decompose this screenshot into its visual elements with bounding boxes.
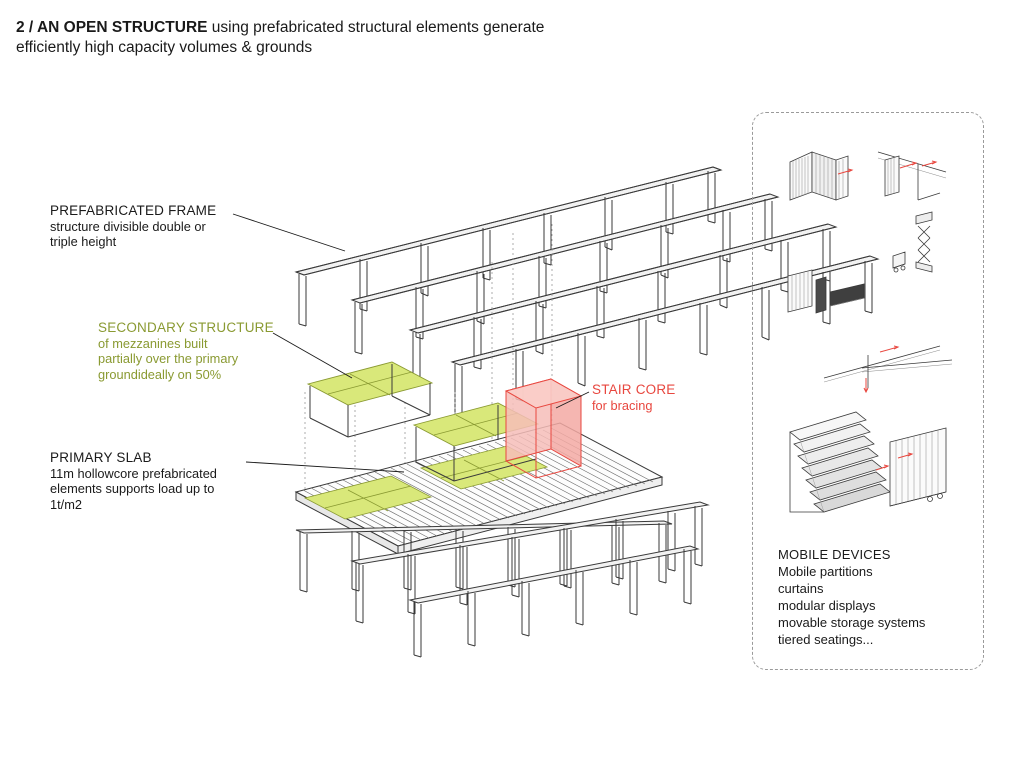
header-number: 2 /	[16, 19, 37, 36]
annotation-prefabricated-frame-line2: triple height	[50, 234, 117, 249]
mobile-devices-item-1: curtains	[778, 581, 824, 596]
mobile-devices-item-2: modular displays	[778, 598, 876, 613]
annotation-secondary-structure-line2: partially over the primary	[98, 351, 239, 366]
annotation-primary-slab	[50, 450, 300, 512]
mobile-devices-item-3: movable storage systems	[778, 615, 926, 630]
header-line-2: efficiently high capacity volumes & grounds	[16, 39, 313, 56]
mobile-devices-caption	[778, 546, 978, 648]
annotation-secondary-structure-title: SECONDARY STRUCTURE	[98, 320, 274, 335]
annotation-prefabricated-frame	[50, 203, 280, 250]
annotation-primary-slab-line3: 1t/m2	[50, 496, 83, 512]
mobile-devices-title: MOBILE DEVICES	[778, 547, 891, 562]
annotation-stair-core	[592, 382, 722, 413]
annotation-prefabricated-frame-title: PREFABRICATED FRAME	[50, 203, 217, 218]
annotation-prefabricated-frame-line1: structure divisible double or	[50, 218, 206, 234]
annotation-secondary-structure-line1: of mezzanines built	[98, 335, 208, 351]
annotation-primary-slab-line1: 11m hollowcore prefabricated	[50, 465, 217, 481]
annotation-secondary-structure	[98, 320, 318, 382]
header-subtitle-rest: using prefabricated structural elements generate	[207, 19, 545, 36]
annotation-primary-slab-line2: elements supports load up to	[50, 481, 215, 496]
mobile-devices-item-4: tiered seatings...	[778, 632, 874, 647]
secondary-structure-mezzanine-upper-left	[308, 362, 432, 437]
mobile-devices-item-0: Mobile partitions	[778, 564, 873, 579]
slab-support-frame-back	[410, 546, 698, 657]
annotation-primary-slab-title: PRIMARY SLAB	[50, 450, 152, 465]
annotation-stair-core-line1: for bracing	[592, 397, 653, 413]
annotation-secondary-structure-line3: groundideally on 50%	[98, 366, 222, 382]
header-title: AN OPEN STRUCTURE	[36, 19, 208, 36]
annotation-stair-core-title: STAIR CORE	[592, 382, 676, 397]
